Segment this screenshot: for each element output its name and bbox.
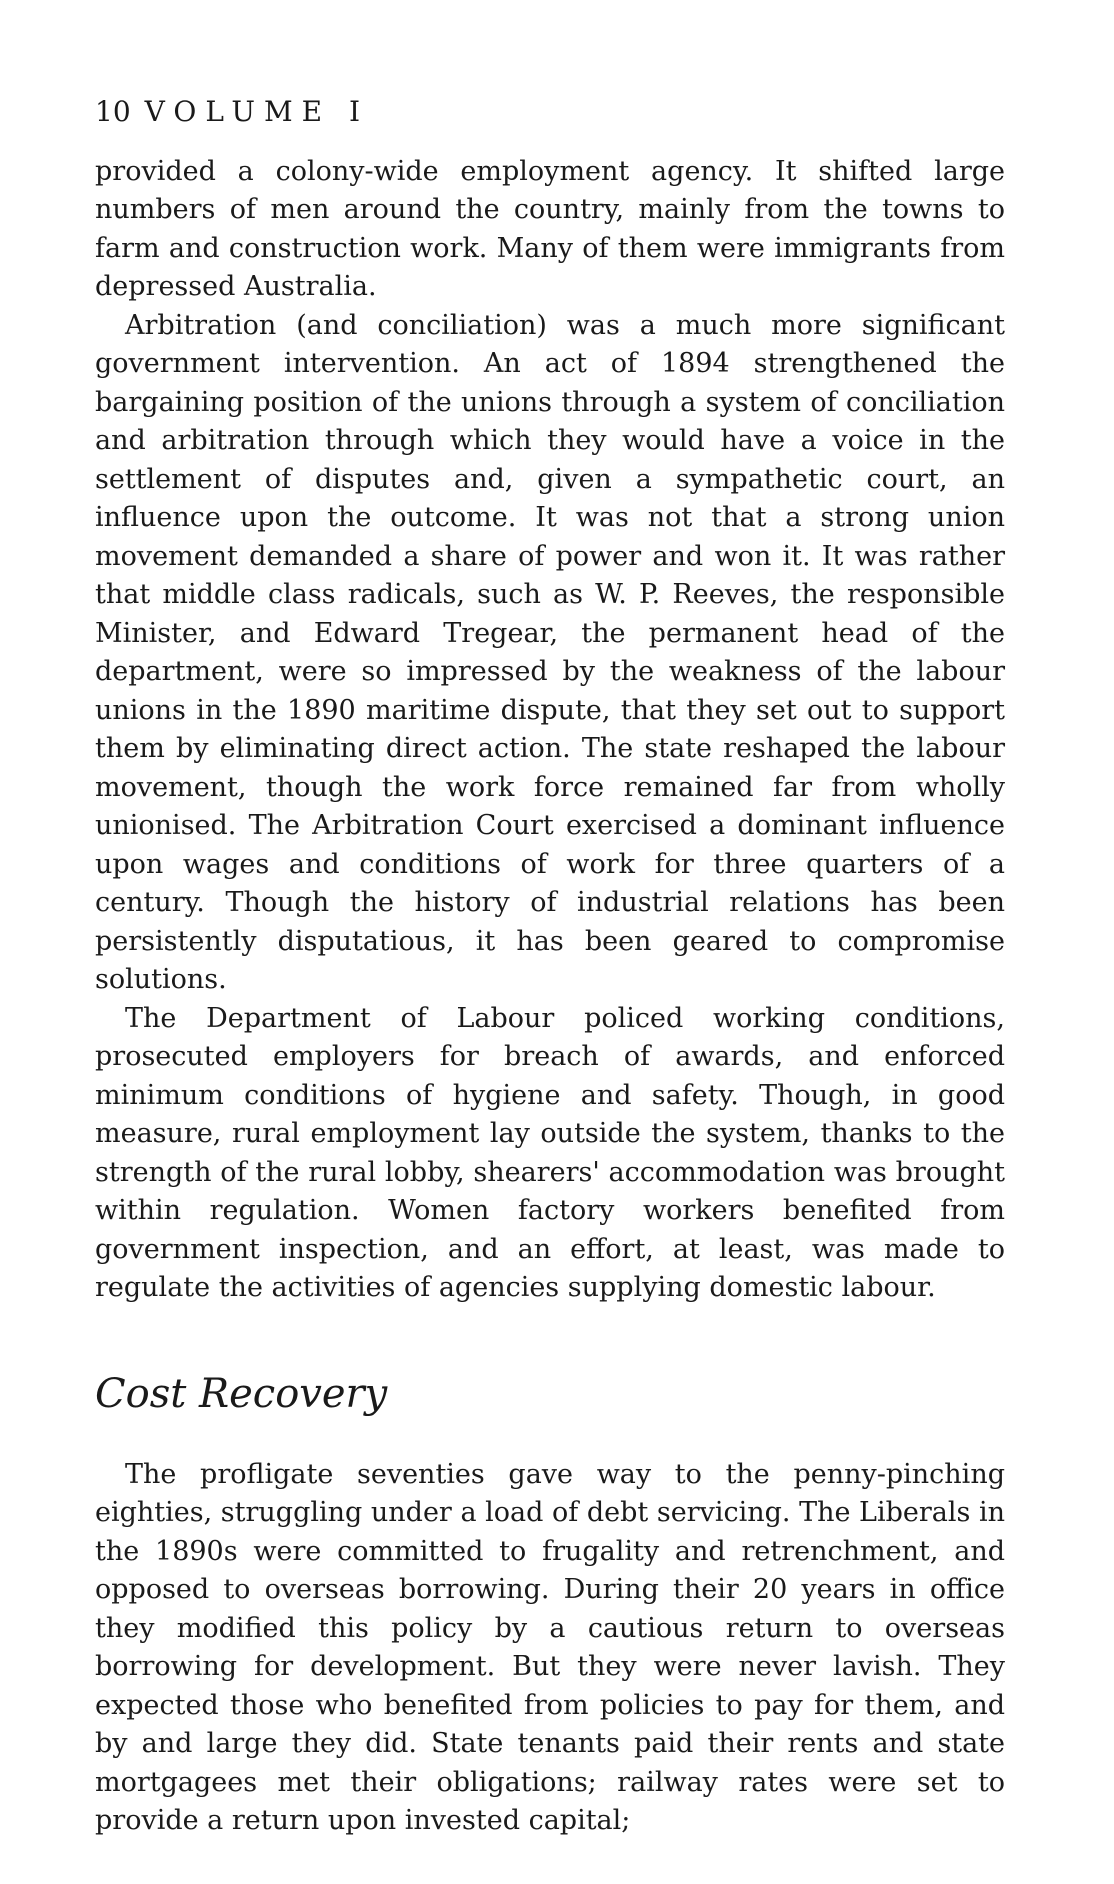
page-number: 10 <box>95 95 131 128</box>
section-heading-cost-recovery: Cost Recovery <box>95 1370 388 1417</box>
paragraph-department-of-labour: The Department of Labour policed working conditions, prosecuted employers for breach of awards, and enforced minimum conditions of hygiene and safety. Though, in good measure, rural employment lay outside the system, thanks to the strength of the rural lobby, shearers' accommodation was brought within regulation. Women factory workers benefited from government inspection, and an effort, at least, was made to regulate the activities of agencies supplying domestic labour. <box>95 1002 1005 1304</box>
running-header <box>95 95 1005 129</box>
book-page <box>95 95 1005 1841</box>
paragraph-cost-recovery: The profligate seventies gave way to the penny-pinching eighties, struggling under a load of debt servicing. The Liberals in the 1890s were committed to frugality and retrenchment, and opposed to overseas borrowing. During their 20 years in office they modified this policy by a cautious return to overseas borrowing for development. But they were never lavish. They expected those who benefited from policies to pay for them, and by and large they did. State tenants paid their rents and state mortgagees met their obligations; railway rates were set to provide a return upon invested capital; <box>95 1458 1005 1837</box>
paragraph-arbitration: Arbitration (and conciliation) was a much more significant government intervention. An act of 1894 strengthened the bargaining position of the unions through a system of conciliation and arbitration through which they would have a voice in the settlement of disputes and, given a sympathetic court, an influence upon the outcome. It was not that a strong union movement demanded a share of power and won it. It was rather that middle class radicals, such as W. P. Reeves, the responsible Minister, and Edward Tregear, the permanent head of the department, were so impressed by the weakness of the labour unions in the 1890 maritime dispute, that they set out to support them by eliminating direct action. The state reshaped the labour movement, though the work force remained far from wholly unionised. The Arbitration Court exercised a dominant influence upon wages and conditions of work for three quarters of a century. Though the history of industrial relations has been persistently disputatious, it has been geared to compromise solutions. <box>95 309 1005 996</box>
paragraph-employment-agency: provided a colony-wide employment agency. It shifted large numbers of men around the country, mainly from the towns to farm and construction work. Many of them were immigrants from depressed Australia. <box>95 155 1005 303</box>
volume-label: VOLUME I <box>144 95 370 128</box>
